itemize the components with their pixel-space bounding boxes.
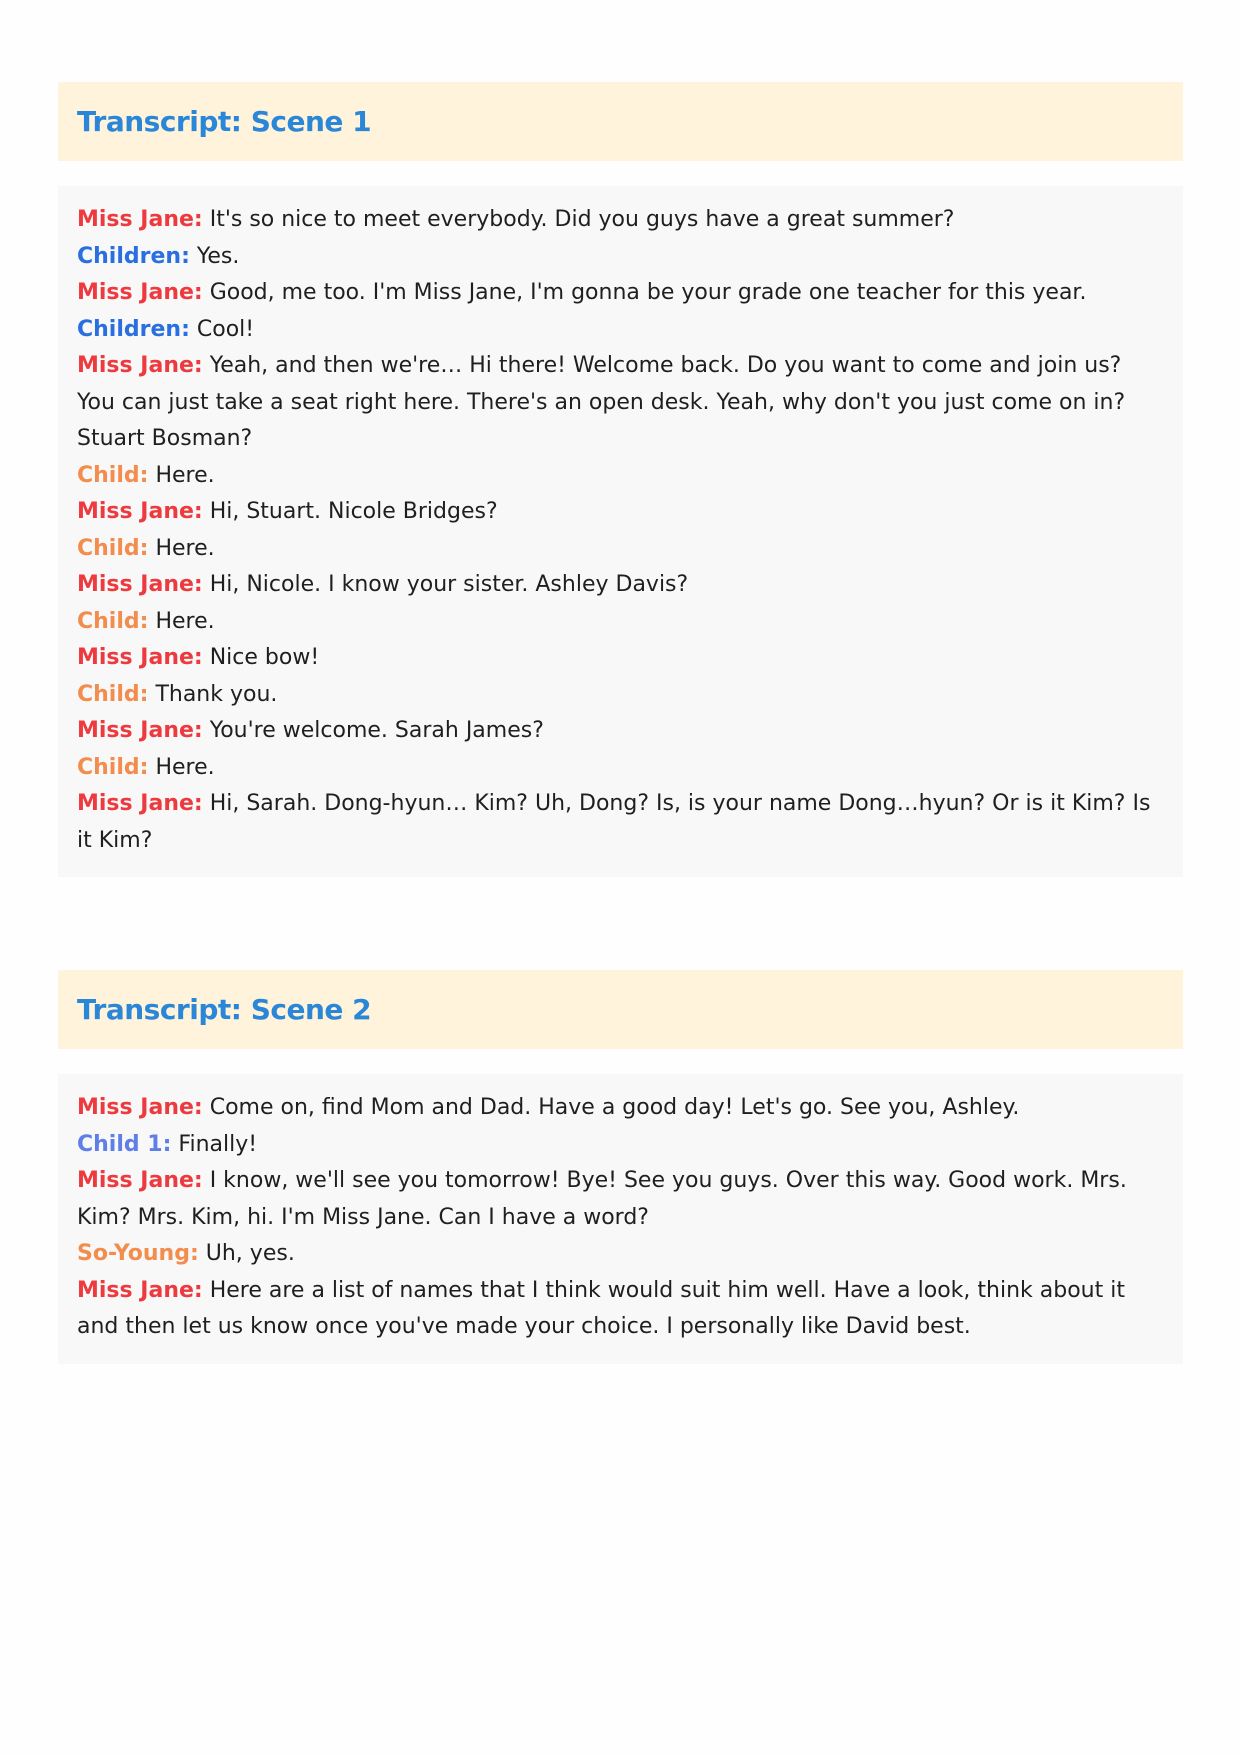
transcript-line: [77, 312, 1164, 349]
transcript-line: [77, 713, 1164, 750]
dialogue-text: Yeah, and then we're… Hi there! Welcome back. Do you want to come and join us? You can just take a seat right here. There's an open desk. Yeah, why don't you just come on in? Stuart Bosman?: [77, 353, 1126, 451]
dialogue-text: Finally!: [178, 1131, 258, 1157]
speaker-label: Miss Jane:: [77, 280, 203, 305]
dialogue-text: Here.: [155, 608, 215, 634]
speaker-label: Miss Jane:: [77, 791, 203, 816]
transcript-line: [77, 1236, 1164, 1273]
speaker-label: Miss Jane:: [77, 1277, 203, 1303]
dialogue-text: Cool!: [196, 316, 255, 342]
transcript-line: [77, 1273, 1164, 1346]
transcript-line: [77, 677, 1164, 714]
transcript-line: [77, 640, 1164, 677]
dialogue-text: It's so nice to meet everybody. Did you guys have a great summer?: [209, 207, 955, 232]
speaker-label: Miss Jane:: [77, 572, 203, 597]
dialogue-text: Thank you.: [155, 681, 278, 707]
transcript-line: [77, 786, 1164, 859]
speaker-label: Child:: [77, 681, 149, 707]
transcript-line: [77, 239, 1164, 276]
speaker-label: Child:: [77, 754, 149, 780]
speaker-label: Children:: [77, 316, 190, 342]
speaker-label: Child:: [77, 535, 149, 561]
speaker-label: Miss Jane:: [77, 718, 203, 743]
dialogue-text: You're welcome. Sarah James?: [209, 718, 544, 743]
speaker-label: Miss Jane:: [77, 207, 203, 232]
speaker-label: Miss Jane:: [77, 645, 203, 670]
dialogue-text: Hi, Stuart. Nicole Bridges?: [209, 499, 498, 524]
transcript-line: [77, 458, 1164, 495]
transcript-line: [77, 494, 1164, 531]
dialogue-text: Here.: [155, 754, 215, 780]
transcript-line: [77, 1090, 1164, 1127]
transcript-line: [77, 1163, 1164, 1236]
dialogue-text: Here.: [155, 535, 215, 561]
dialogue-text: I know, we'll see you tomorrow! Bye! See you guys. Over this way. Good work. Mrs. Kim? Mrs. Kim, hi. I'm Miss Jane. Can I have a word?: [77, 1168, 1127, 1230]
speaker-label: Miss Jane:: [77, 1095, 203, 1120]
transcript-line: [77, 531, 1164, 568]
dialogue-text: Hi, Sarah. Dong-hyun… Kim? Uh, Dong? Is, is your name Dong…hyun? Or is it Kim? Is it Kim?: [77, 791, 1151, 853]
scene-2-title: Transcript: Scene 2: [77, 993, 372, 1026]
dialogue-text: Good, me too. I'm Miss Jane, I'm gonna be your grade one teacher for this year.: [209, 280, 1087, 305]
speaker-label: So-Young:: [77, 1241, 199, 1266]
dialogue-text: Uh, yes.: [205, 1241, 295, 1266]
dialogue-text: Come on, find Mom and Dad. Have a good day! Let's go. See you, Ashley.: [209, 1095, 1020, 1120]
speaker-label: Child:: [77, 608, 149, 634]
scene-2-header: [58, 970, 1183, 1049]
dialogue-text: Yes.: [196, 243, 240, 269]
speaker-label: Miss Jane:: [77, 499, 203, 524]
transcript-line: [77, 750, 1164, 787]
speaker-label: Miss Jane:: [77, 1168, 203, 1193]
transcript-line: [77, 348, 1164, 458]
scene-1: [58, 82, 1183, 877]
scene-1-header: [58, 82, 1183, 161]
speaker-label: Child 1:: [77, 1131, 172, 1157]
transcript-line: [77, 275, 1164, 312]
speaker-label: Miss Jane:: [77, 353, 203, 378]
dialogue-text: Here are a list of names that I think would suit him well. Have a look, think about it and then let us know once you've made your choice. I personally like David best.: [77, 1277, 1125, 1339]
dialogue-text: Nice bow!: [209, 645, 320, 670]
transcript-line: [77, 567, 1164, 604]
transcript-line: [77, 1127, 1164, 1164]
speaker-label: Children:: [77, 243, 190, 269]
dialogue-text: Hi, Nicole. I know your sister. Ashley Davis?: [209, 572, 689, 597]
dialogue-text: Here.: [155, 462, 215, 488]
scene-1-title: Transcript: Scene 1: [77, 105, 372, 138]
transcript-line: [77, 604, 1164, 641]
scene-1-transcript: [58, 186, 1183, 877]
scene-2: [58, 970, 1183, 1364]
speaker-label: Child:: [77, 462, 149, 488]
transcript-line: [77, 202, 1164, 239]
scene-2-transcript: [58, 1074, 1183, 1364]
